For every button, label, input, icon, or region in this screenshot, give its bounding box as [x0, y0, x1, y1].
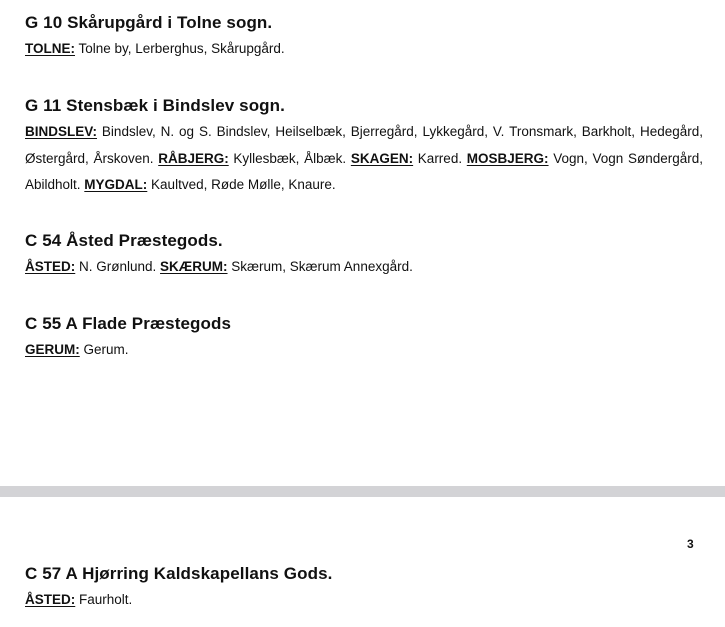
parish-keyword: RÅBJERG: — [158, 150, 229, 166]
parish-keyword: TOLNE: — [25, 41, 75, 56]
section-heading-c57: C 57 A Hjørring Kaldskapellans Gods. — [25, 564, 333, 583]
section-body-c55 — [25, 337, 129, 364]
section-heading-c55: C 55 A Flade Præstegods — [25, 314, 232, 333]
place-list: Faurholt. — [75, 592, 133, 607]
parish-keyword: ÅSTED: — [25, 592, 76, 607]
document-page — [0, 497, 725, 627]
parish-keyword: GERUM: — [25, 342, 80, 357]
parish-keyword: MOSBJERG: — [466, 150, 549, 166]
section-body-g11 — [25, 119, 703, 199]
parish-keyword: SKAGEN: — [350, 150, 414, 166]
page-number: 3 — [687, 537, 694, 551]
page-separator — [0, 486, 725, 497]
section-heading-g11: G 11 Stensbæk i Bindslev sogn. — [25, 96, 285, 115]
place-list: Kaultved, Røde Mølle, Knaure. — [147, 177, 336, 192]
section-body-c57 — [25, 587, 132, 614]
place-list: Vogn, Vogn Søndergård, Abildholt. — [25, 150, 703, 192]
parish-keyword: ÅSTED: — [25, 259, 76, 274]
parish-keyword: SKÆRUM: — [160, 259, 228, 274]
place-list: Gerum. — [79, 342, 129, 357]
place-list: Tolne by, Lerberghus, Skårupgård. — [75, 41, 285, 56]
place-list: Skærum, Skærum Annexgård. — [227, 259, 413, 274]
place-list: Karred. — [413, 150, 467, 166]
place-list: N. Grønlund. — [75, 259, 161, 274]
section-body-g10 — [25, 36, 285, 63]
parish-keyword: MYGDAL: — [84, 177, 148, 192]
section-heading-g10: G 10 Skårupgård i Tolne sogn. — [25, 13, 273, 32]
section-heading-c54: C 54 Åsted Præstegods. — [25, 231, 223, 250]
parish-keyword: BINDSLEV: — [25, 124, 98, 139]
place-list: Bindslev, N. og S. Bindslev, Heilselbæk, Bjerregård, Lykkegård, V. Tronsmark, Barkholt, Hedegård, Østergård, Årskoven. — [25, 124, 703, 166]
section-body-c54 — [25, 254, 413, 281]
place-list: Kyllesbæk, Ålbæk. — [228, 150, 351, 166]
